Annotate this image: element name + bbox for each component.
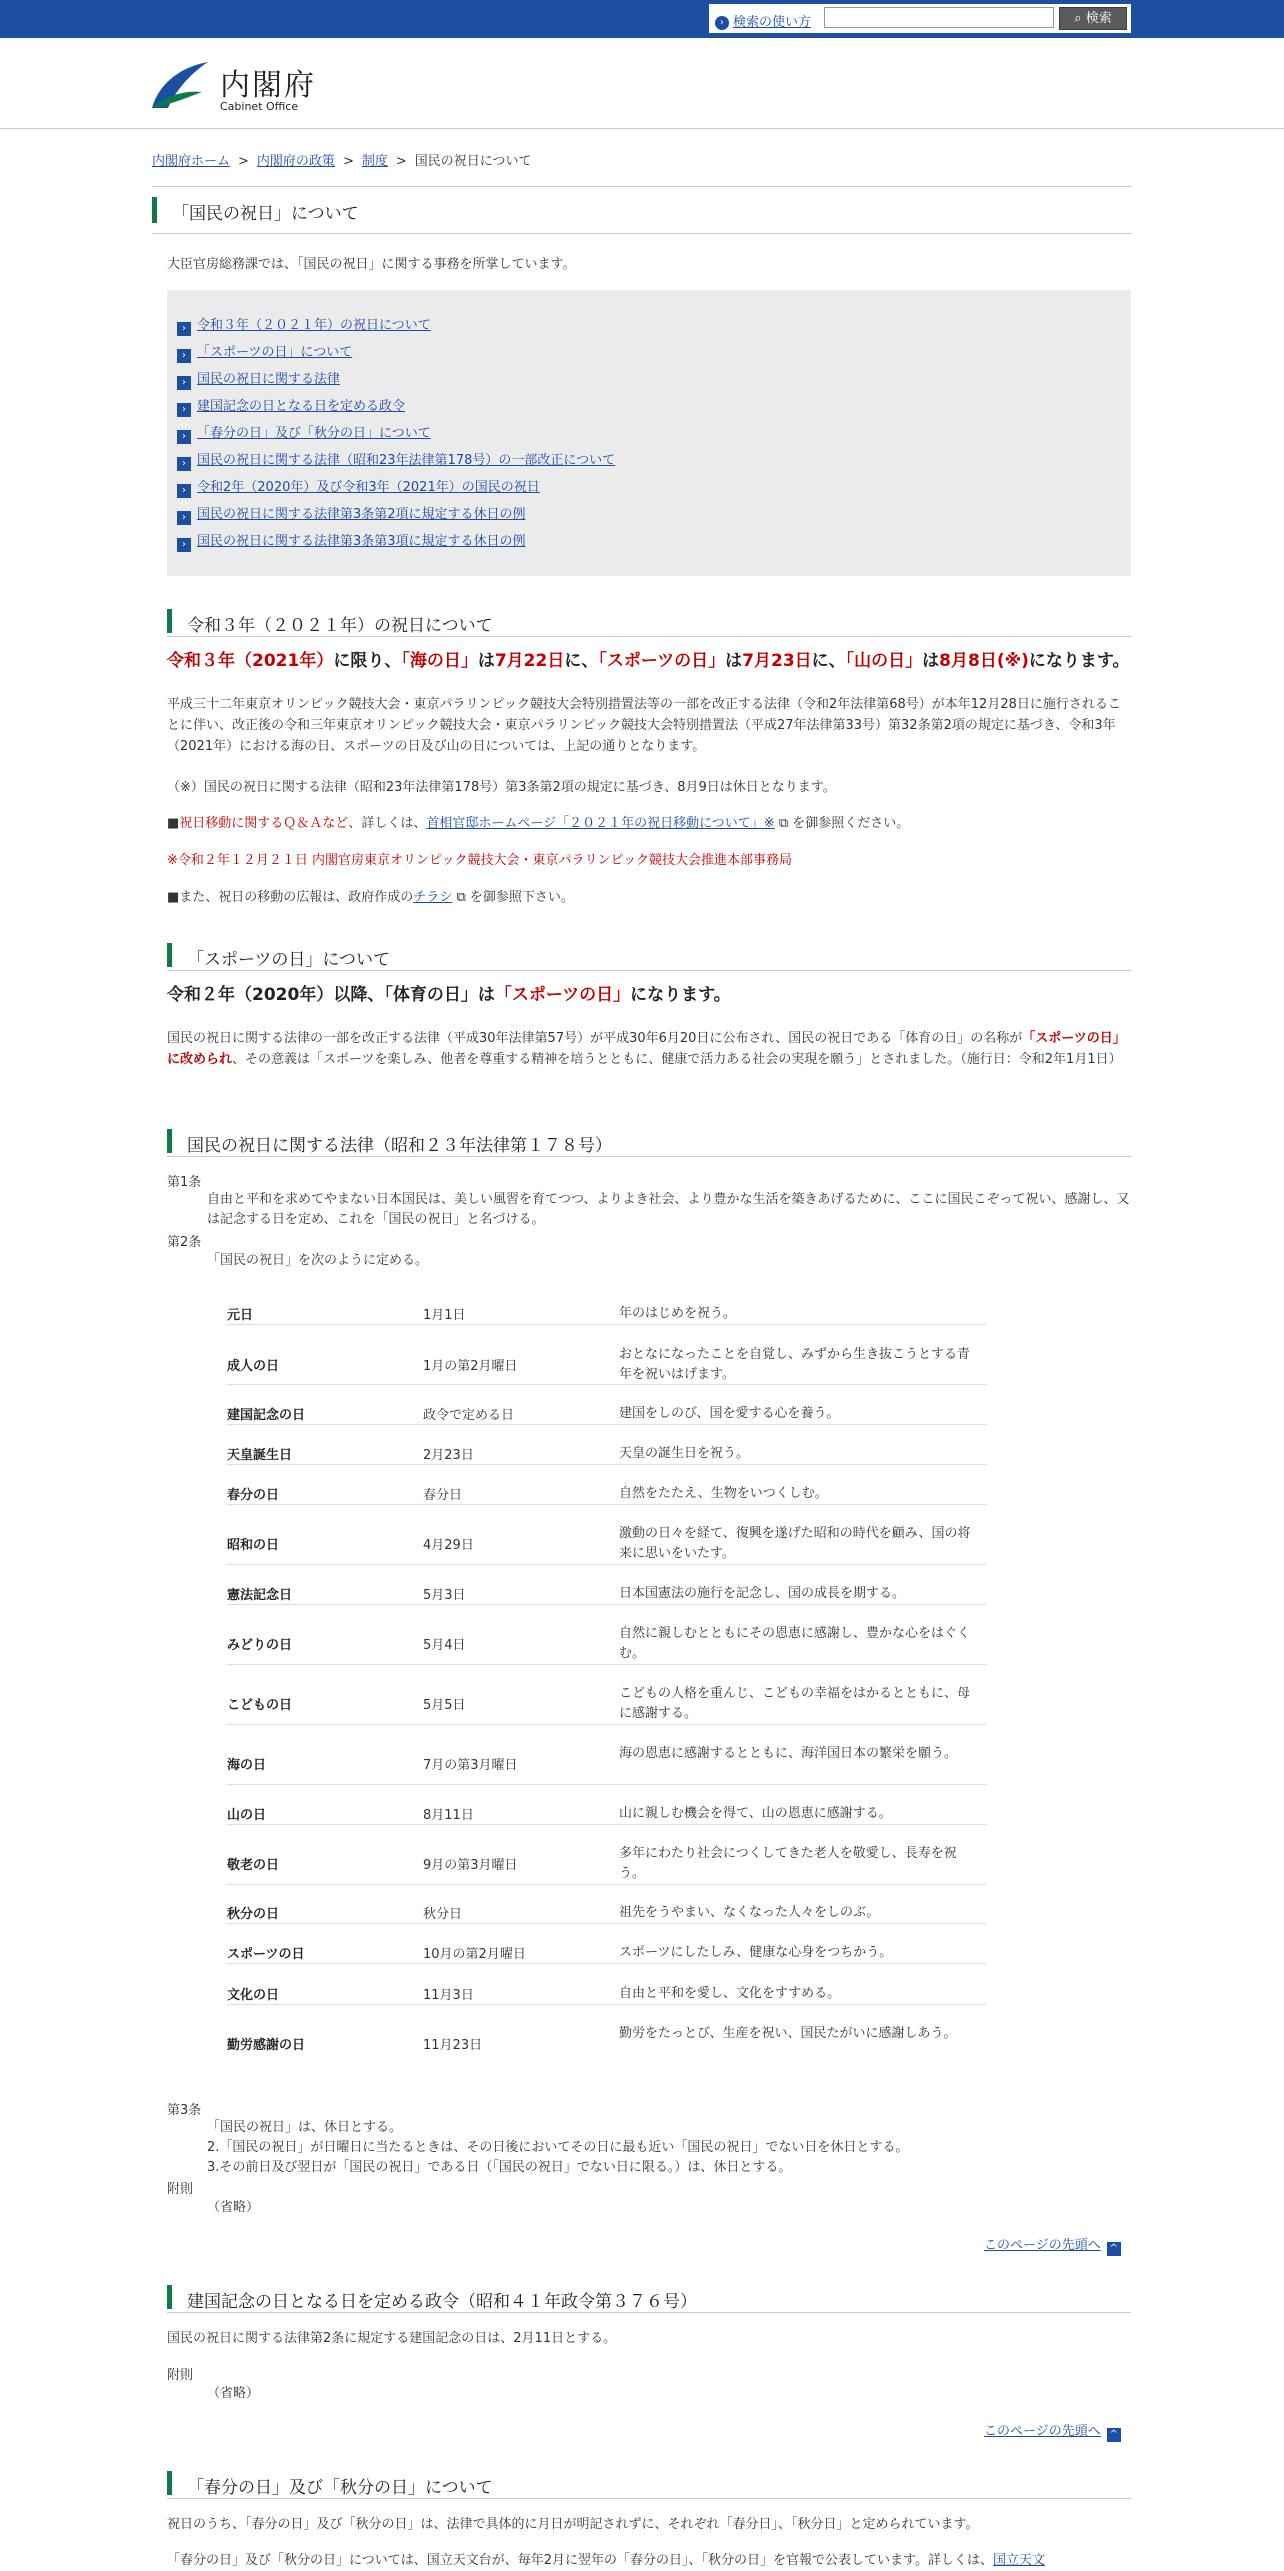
sec4-supplementary-label: 附則	[167, 2368, 194, 2383]
arrow-right-icon: ›	[177, 403, 191, 417]
link-item[interactable]: › 国民の祝日に関する法律（昭和23年法律第178号）の一部改正について	[177, 449, 615, 471]
external-link-icon: ⧉	[774, 816, 793, 831]
article-3-label: 第3条	[167, 2103, 202, 2118]
link-item[interactable]: › 「春分の日」及び「秋分の日」について	[177, 422, 431, 444]
arrow-up-icon: ^	[1107, 2242, 1121, 2256]
arrow-right-icon: ›	[177, 457, 191, 471]
back-to-top-link[interactable]: このページの先頭へ ^	[984, 2234, 1121, 2256]
leaf-logo-icon	[150, 60, 210, 110]
link-item[interactable]: › 国民の祝日に関する法律第3条第3項に規定する休日の例	[177, 530, 526, 552]
intro-text: 大臣官房総務課では、「国民の祝日」に関する事務を所掌しています。	[167, 257, 576, 272]
section-heading-foundation-day: 建国記念の日となる日を定める政令（昭和４１年政令第３７６号）	[167, 2282, 1131, 2313]
article-1-text: 自由と平和を求めてやまない日本国民は、美しい風習を育てつつ、よりよき社会、より豊かな生活を築きあげるために、ここに国民こぞって祝い、感謝し、又は記念する日を定め、これを「国民の祝日」と名づける。	[207, 1192, 1130, 1227]
sec4-paragraph: 国民の祝日に関する法律第2条に規定する建国記念の日は、2月11日とする。	[167, 2331, 617, 2346]
sec4-supplementary-text: （省略）	[207, 2386, 260, 2401]
search-input[interactable]	[824, 7, 1054, 28]
section-heading-law: 国民の祝日に関する法律（昭和２３年法律第１７８号）	[167, 1126, 1131, 1157]
link-item[interactable]: › 「スポーツの日」について	[177, 341, 352, 363]
back-to-top-link[interactable]: このページの先頭へ ^	[984, 2420, 1121, 2442]
logo-title: 内閣府	[220, 68, 316, 103]
breadcrumb-system[interactable]: 制度	[361, 154, 388, 169]
arrow-right-icon: ›	[177, 484, 191, 498]
supplementary-label: 附則	[167, 2182, 194, 2197]
section-heading-equinox: 「春分の日」及び「秋分の日」について	[167, 2468, 1131, 2499]
arrow-right-icon: ›	[177, 322, 191, 336]
breadcrumb: 内閣府ホーム > 内閣府の政策 > 制度 > 国民の祝日について	[152, 154, 532, 169]
sec2-paragraph: 国民の祝日に関する法律の一部を改正する法律（平成30年法律第57号）が平成30年6月20日に公布され、国民の祝日である「体育の日」の名称が「スポーツの日」に改められ、その意義は「スポーツを楽しみ、他者を尊重する精神を培うとともに、健康で活力ある社会の実現を願う」とされました。（施行日：令和2年1月1日）	[167, 1031, 1126, 1067]
arrow-right-icon: ›	[177, 538, 191, 552]
article-3-line-3: 3.その前日及び翌日が「国民の祝日」である日（「国民の祝日」でない日に限る。）は、休日とする。	[207, 2160, 792, 2175]
arrow-right-icon: ›	[715, 16, 729, 30]
article-2-label: 第2条	[167, 1235, 202, 1250]
top-bar	[0, 0, 1284, 38]
section-heading-sports-day: 「スポーツの日」について	[167, 940, 1131, 971]
cabinet-office-logo[interactable]	[150, 60, 316, 114]
article-2-text: 「国民の祝日」を次のように定める。	[207, 1253, 429, 1268]
supplementary-text: （省略）	[207, 2200, 260, 2215]
arrow-right-icon: ›	[177, 511, 191, 525]
page-title-box	[152, 186, 1132, 234]
link-item[interactable]: › 国民の祝日に関する法律	[177, 368, 340, 390]
search-button[interactable]: ⌕ 検索	[1059, 7, 1127, 30]
logo-subtitle: Cabinet Office	[220, 100, 299, 113]
breadcrumb-current: 国民の祝日について	[414, 154, 532, 169]
link-list-box	[167, 290, 1131, 576]
article-3-line-1: 「国民の祝日」は、休日とする。	[207, 2120, 403, 2135]
section-heading-2021: 令和３年（２０２１年）の祝日について	[167, 606, 1131, 637]
page-title: 「国民の祝日」について	[172, 204, 359, 224]
search-help-link[interactable]: › 検索の使い方	[715, 11, 811, 30]
arrow-right-icon: ›	[177, 349, 191, 363]
sec1-paragraph-5: ■また、祝日の移動の広報は、政府作成のチラシ ⧉ を御参照下さい。	[167, 890, 574, 905]
site-header	[0, 38, 1284, 129]
article-1-label: 第1条	[167, 1175, 202, 1190]
sec1-paragraph-3: ■祝日移動に関するＱ＆Ａなど、詳しくは、首相官邸ホームページ「２０２１年の祝日移動について」※ ⧉ を御参照ください。	[167, 816, 910, 831]
arrow-right-icon: ›	[177, 376, 191, 390]
link-item[interactable]: › 令和2年（2020年）及び令和3年（2021年）の国民の祝日	[177, 476, 540, 498]
link-item[interactable]: › 国民の祝日に関する法律第3条第2項に規定する休日の例	[177, 503, 526, 525]
naoj-link[interactable]: 国立天文	[992, 2553, 1045, 2568]
article-3-line-2: 2.「国民の祝日」が日曜日に当たるときは、その日後においてその日に最も近い「国民の祝日」でない日を休日とする。	[207, 2140, 909, 2155]
sec1-paragraph-1: 平成三十二年東京オリンピック競技大会・東京パラリンピック競技大会特別措置法等の一部を改正する法律（令和2年法律第68号）が本年12月28日に施行されることに伴い、改正後の令和三年東京オリンピック競技大会・東京パラリンピック競技大会特別措置法（平成27年法律第33号）第32条第2項の規定に基づき、令和3年（2021年）における海の日、スポーツの日及び山の日については、上記の通りとなります。	[167, 697, 1121, 754]
sec2-lead: 令和２年（2020年）以降、「体育の日」は「スポーツの日」になります。	[167, 985, 731, 1005]
breadcrumb-policy[interactable]: 内閣府の政策	[256, 154, 335, 169]
sec1-paragraph-2: （※）国民の祝日に関する法律（昭和23年法律第178号）第3条第2項の規定に基づき、8月9日は休日となります。	[167, 780, 836, 795]
arrow-up-icon: ^	[1107, 2428, 1121, 2442]
search-icon: ⌕	[1074, 11, 1082, 26]
external-link-icon: ⧉	[452, 890, 470, 905]
kantei-link[interactable]: 首相官邸ホームページ「２０２１年の祝日移動について」※	[426, 816, 775, 831]
link-item[interactable]: › 令和３年（２０２１年）の祝日について	[177, 314, 431, 336]
arrow-right-icon: ›	[177, 430, 191, 444]
sec1-paragraph-4: ※令和２年１２月２１日 内閣官房東京オリンピック競技大会・東京パラリンピック競技大会推進本部事務局	[167, 853, 792, 868]
breadcrumb-home[interactable]: 内閣府ホーム	[152, 154, 231, 169]
sec5-paragraph-1: 祝日のうち、「春分の日」及び「秋分の日」は、法律で具体的に月日が明記されずに、それぞれ「春分日」、「秋分日」と定められています。	[167, 2517, 979, 2532]
sec5-paragraph-2: 「春分の日」及び「秋分の日」については、国立天文台が、毎年2月に翌年の「春分の日」、「秋分の日」を官報で公表しています。詳しくは、国立天文	[167, 2553, 1045, 2568]
link-item[interactable]: › 建国記念の日となる日を定める政令	[177, 395, 405, 417]
flyer-link[interactable]: チラシ	[413, 890, 453, 905]
sec1-lead: 令和３年（2021年）に限り、「海の日」は7月22日に、「スポーツの日」は7月23日に、「山の日」は8月8日(※)になります。	[167, 651, 1130, 671]
search-box	[708, 3, 1132, 34]
